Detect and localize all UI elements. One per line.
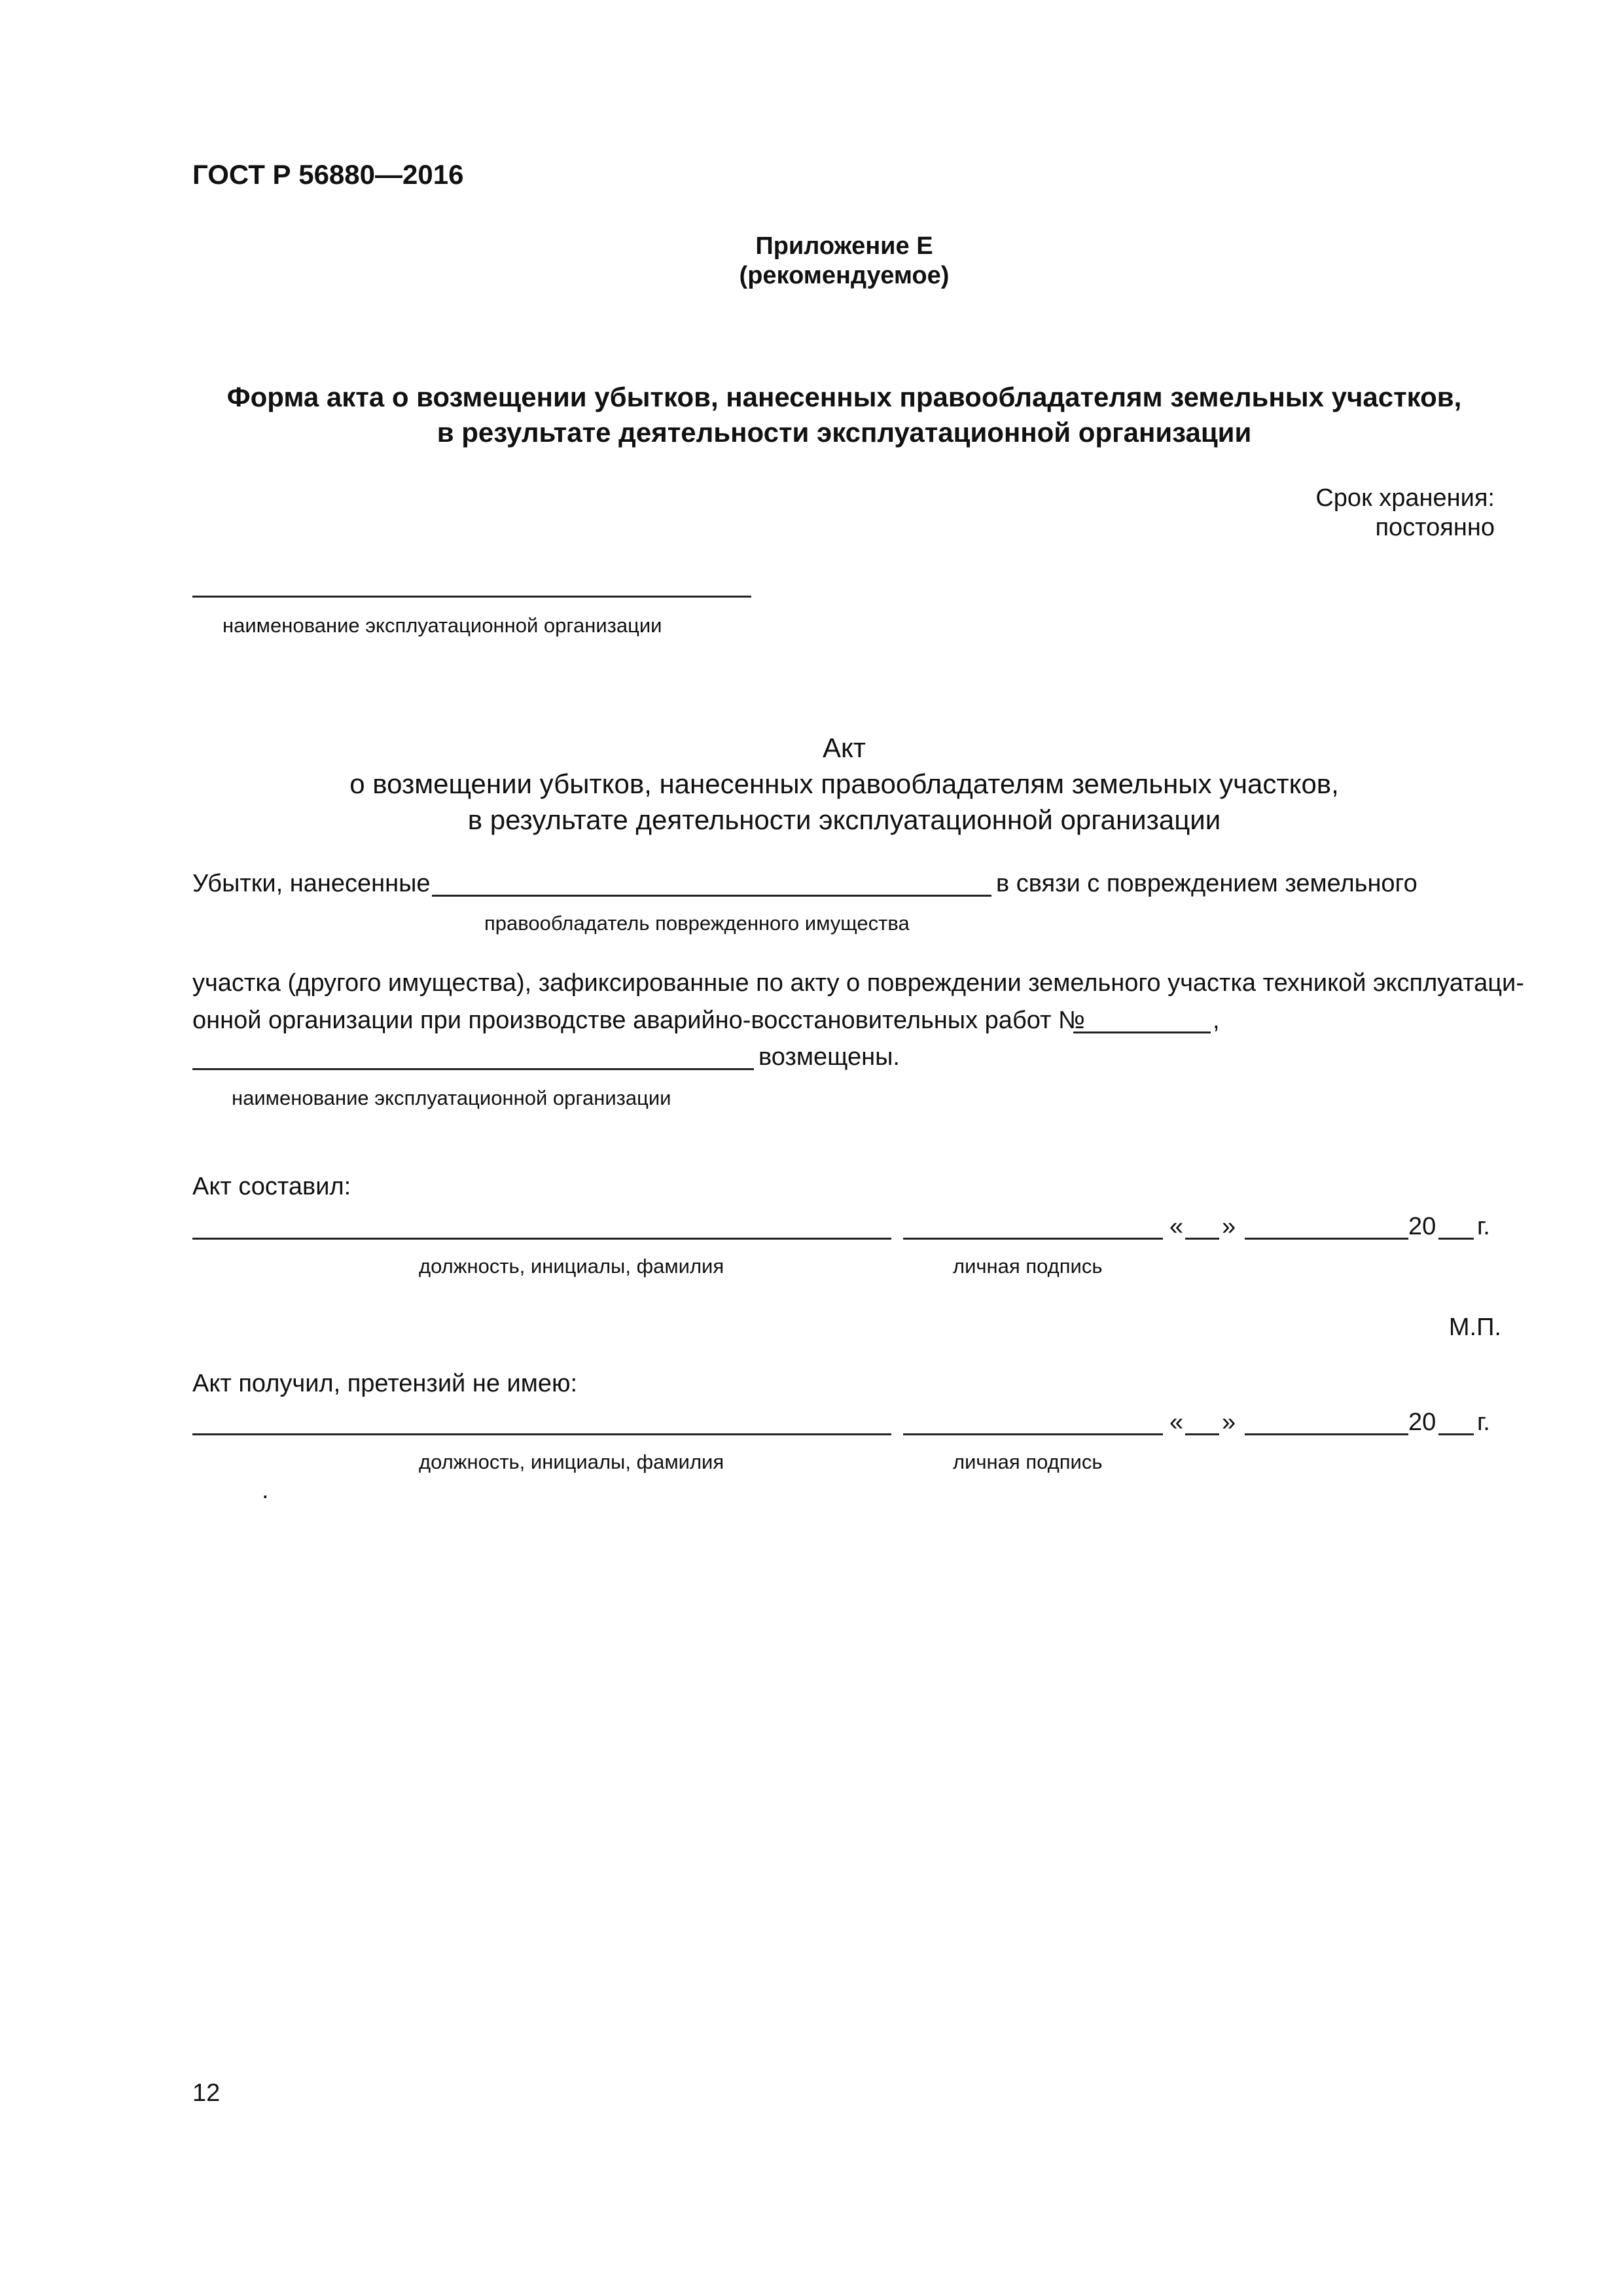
date-year-line: [1438, 1433, 1474, 1435]
composer-position-line: [192, 1238, 891, 1240]
date-quote-open: «: [1169, 1213, 1184, 1240]
date-year-suffix: г.: [1477, 1213, 1490, 1240]
signature-caption: личная подпись: [953, 1450, 1103, 1473]
position-caption: должность, инициалы, фамилия: [419, 1450, 724, 1473]
work-number-line: [1073, 1031, 1211, 1033]
date-year-suffix: г.: [1477, 1408, 1490, 1436]
form-title-line1: Форма акта о возмещении убытков, нанесенных правообладателям земельных участков,: [226, 382, 1462, 412]
date-year-line: [1438, 1238, 1474, 1240]
date-quote-open: «: [1169, 1408, 1184, 1436]
date-day-line: [1185, 1433, 1219, 1435]
org-name-caption: наименование эксплуатационной организации: [223, 614, 662, 637]
paragraph-line1: участка (другого имущества), зафиксированные по акту о повреждении земельного участка техникой эксплуатаци-: [192, 969, 1524, 997]
date-day-line: [1185, 1238, 1219, 1240]
retention-value: постоянно: [1375, 514, 1495, 541]
receiver-signature-line: [903, 1433, 1163, 1435]
compensating-org-line: [192, 1068, 754, 1070]
paragraph-line2: онной организации при производстве аварийно-восстановительных работ №: [192, 1007, 1085, 1034]
composer-signature-line: [903, 1238, 1163, 1240]
appendix-title: Приложение Е: [755, 232, 933, 260]
owner-caption: правообладатель поврежденного имущества: [484, 912, 910, 935]
page-number: 12: [192, 2079, 221, 2107]
act-title-line1: Акт: [822, 732, 866, 763]
form-title-line2: в результате деятельности эксплуатационной организации: [437, 417, 1252, 448]
damages-prefix: Убытки, нанесенные: [192, 870, 431, 897]
stray-dot: .: [262, 1477, 269, 1504]
compensated-text: возмещены.: [758, 1043, 900, 1071]
org-name-line: [192, 596, 751, 598]
appendix-status: (рекомендуемое): [739, 262, 950, 289]
retention-label: Срок хранения:: [1315, 484, 1495, 512]
date-month-line: [1245, 1238, 1408, 1240]
stamp-place: М.П.: [1448, 1314, 1501, 1341]
date-month-line: [1245, 1433, 1408, 1435]
date-quote-close: »: [1222, 1213, 1236, 1240]
paragraph-comma: ,: [1213, 1007, 1220, 1034]
composed-label: Акт составил:: [192, 1173, 351, 1200]
date-year-prefix: 20: [1408, 1408, 1436, 1436]
date-year-prefix: 20: [1408, 1213, 1436, 1240]
damages-suffix: в связи с повреждением земельного: [996, 870, 1418, 897]
compensating-org-caption: наименование эксплуатационной организации: [232, 1086, 671, 1109]
receiver-position-line: [192, 1433, 891, 1435]
received-label: Акт получил, претензий не имею:: [192, 1370, 578, 1397]
act-title-line3: в результате деятельности эксплуатационной организации: [467, 804, 1221, 835]
act-title-line2: о возмещении убытков, нанесенных правообладателям земельных участков,: [349, 768, 1339, 799]
owner-line: [432, 895, 991, 897]
signature-caption: личная подпись: [953, 1255, 1103, 1278]
date-quote-close: »: [1222, 1408, 1236, 1436]
standard-number: ГОСТ Р 56880—2016: [192, 159, 464, 190]
position-caption: должность, инициалы, фамилия: [419, 1255, 724, 1278]
